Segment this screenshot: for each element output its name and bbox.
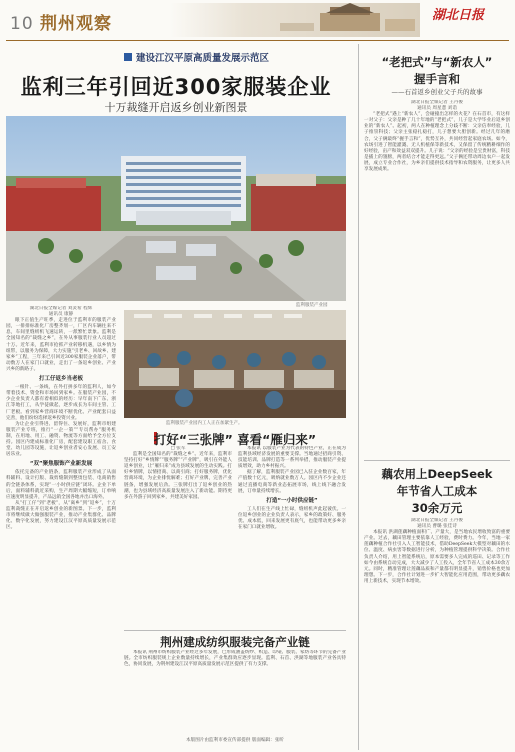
kicker-square-icon <box>124 53 132 61</box>
headline: 监利三年引回近300家服装企业 <box>20 75 332 99</box>
third-article-title: 荆州建成纺织服装完备产业链 <box>160 635 310 649</box>
paragraph: “老把式”遇上“新农人”，会碰撞出怎样的火花？在石首市，有这样一对父子：父亲是种了几十年地的“老把式”，儿子是大学毕业后返乡创业的“新农人”。起初，两人在种植理念上分歧不断：父亲信奉经验，儿子推崇科技；父亲主张稳扎稳打，儿子想要大胆创新。经过几年的磨合，父子俩最终“握手言和”，优势互补，共同经营起家庭农场。如今，农场引进了智能灌溉、无人机植保等新技术，又保留了传统精耕细作的好经验，亩产和效益双双提升。儿子说：“父亲的经验是宝贵财富，科技是插上的翅膀，两者结合才能走得更远。”父子俩还带动周边农户一起发展，成立专业合作社，为乡亲们提供技术指导和农资服务，让更多人共享发展成果。 <box>364 112 510 173</box>
paragraph: 眼下正值生产旺季，走进位于监利市的服装产业园，一排排标准化厂房整齐划一，厂区内车辆往来不息，车间里缝纫机飞速运转，一派繁忙景象。监利是全国知名的“裁缝之乡”，在外从事服装行业人员超过十万。近年来，监利市抢抓产业转移机遇，以乡情为纽带，以服务为保障，大力实施“引老乡、回故乡、建家乡”工程，三年来已引回近300家服装企业落户，带动数万人在家门口就业，走出了一条返乡创业、产业兴乡的新路子。 <box>6 318 116 372</box>
byline-2: 通讯员 康静 <box>48 312 74 318</box>
photo-caption: 监利服装产业园 <box>296 303 328 308</box>
section-heading-1: 打工仔返乡当老板 <box>38 376 83 383</box>
divider <box>124 630 346 631</box>
section-name: 荆州观察 <box>40 14 113 34</box>
deepseek-byline-2: 通讯员 曹璐 张佳诗 <box>417 524 457 530</box>
section-heading-2: 打造“一小时供应链” <box>266 497 318 504</box>
feature-column-1 <box>124 446 232 630</box>
feature-title: 打好“三张牌” 喜看“雁归来” <box>153 432 317 447</box>
newspaper-logo: 湖北日报 <box>432 8 485 23</box>
right-divider <box>364 460 510 461</box>
paragraph: 本报讯 以服装产业为代表的特色产业，正在成为监利县域经济发展的重要支撑。当地通过招商引资、技能培训、品牌打造等一系列举措，推动服装产业提质增效，助力乡村振兴。 <box>238 446 346 470</box>
feature-byline: □ 张军 <box>170 446 186 451</box>
paragraph: 监利是全国知名的“裁缝之乡”。近年来，监利市坚持打好“乡情牌”“服务牌”“产业牌”，吸引在外能人返乡创业，让“雁归来”成为县域发展的生动实践。打好乡情牌，以情招商、以商引商；打好服务牌，优化营商环境，为企业排忧解难；打好产业牌，完善产业链条，增强发展后劲。三张牌打出了返乡创业的热潮，也为县域经济高质量发展注入了新动能。期待更多在外游子回到家乡，共建美好家园。 <box>124 452 232 500</box>
right-story-subtitle: ——石首返乡创业父子兵的故事 <box>391 88 483 96</box>
masthead-photo-band <box>170 3 420 37</box>
right-byline-2: 通讯员 周星薏 刘诣 <box>417 106 457 112</box>
paragraph: 一根针、一条线，在外打拼多年的监利人，如今带着技术、资金和市场回到家乡。在服装产业园，不少企业负责人都有着相似的经历：早年南下广东、浙江等地打工，从学徒做起，逐步成长为车间主管、工厂老板。看到家乡营商环境不断优化、产业配套日益完善，他们纷纷选择返乡投资兴业。 <box>6 385 116 421</box>
right-story-body <box>364 100 510 460</box>
paragraph: 工人们在生产线上忙碌，缝纫机声此起彼伏。一位返乡创业的企业负责人表示，家乡的政策好、服务优、成本低，回来发展更有底气，也能带动更多乡亲在家门口就业增收。 <box>238 506 346 531</box>
right-byline: 湖北日报全媒记者 王丹俊 <box>411 100 463 105</box>
deepseek-title-line-2: 年节省人工成本 <box>396 484 478 498</box>
workshop-photo <box>124 310 346 418</box>
deepseek-byline: 湖北日报全媒记者 王丹俊 <box>411 518 463 523</box>
deepseek-title-line-3: 30余万元 <box>411 501 463 515</box>
page-footer: 本版图片由监利市委宣传部提供 版面编辑：张昕 <box>186 738 284 743</box>
paragraph: 本报讯 荆州市纺织服装产业经过多年发展，已形成涵盖纺纱、织造、印染、服装、家纺等环节的完备产业链。全市纺织服装规上企业数量持续增长，产业集群效应逐步显现。监利、石首、洪湖等地服装产业各具特色，协同发展，为荆州建设江汉平原高质量发展示范区提供了有力支撑。 <box>124 650 346 668</box>
feature-column-2 <box>238 446 346 630</box>
lead-column-1 <box>6 306 116 742</box>
paragraph: 据了解，监利服装产业园已入驻企业数百家，年产值数十亿元，吸纳就业数万人。园区内不少企业还通过直播电商等新业态拓展市场，线上线下融合发展，订单量持续增长。 <box>238 470 346 494</box>
kicker-bar <box>6 50 346 64</box>
lead-article <box>6 44 352 749</box>
byline: 湖北日报全媒记者 刘灵希 程辉 <box>29 306 93 311</box>
kicker: 建设江汉平原高质量发展示范区 <box>136 53 270 64</box>
masthead <box>0 0 515 40</box>
right-story-title-line-2: 握手言和 <box>414 72 460 86</box>
subheadline: 十万裁缝开启返乡创业新图景 <box>104 101 248 114</box>
paragraph: 依托完备的产业链条，监利服装产业形成了从面料辅料、设计打版、裁剪缝制到整烫包装、电商销售的全链条体系，实现“一小时供应链”闭环。企业下单后，面料辅料就近采购，生产周期大幅缩短，订单响应速度明显提升，产品远销全国各地并出口海外。 <box>6 470 116 500</box>
page-number: 10 荆州观察 <box>10 14 113 34</box>
industrial-park-photo <box>6 116 346 301</box>
paragraph: 本报讯 洪湖莲藕种植面积广、产量大，是当地农民增收致富的重要产业。过去，藕田管理主要依靠人工经验，费时费力。今年，当地一家莲藕种植合作社引入人工智能技术，借助DeepSeek大模型对藕田的水位、温度、病虫害等数据进行分析，为种植管理提供科学决策。合作社负责人介绍，用上智能系统后，原本需要多人完成的巡田、记录等工作如今由系统自动完成，大大减少了人工投入，全年节省人工成本30余万元。同时，精准管理让莲藕品质和产量都有明显提升，销售价格也更加理想。下一步，合作社计划进一步扩大智能化应用范围，带动更多藕农用上新技术，实现节本增效。 <box>364 530 510 584</box>
column-divider <box>358 44 359 750</box>
deepseek-title-line-1: 藕农用上DeepSeek <box>381 467 493 481</box>
top-rule <box>6 40 509 41</box>
paragraph: 为让企业引得进、留得住、发展好，监利市组建服装产业专班，推行“一企一策”“专员帮办”服务机制，在用地、用工、融资、物流等方面给予全方位支持。园区内建成标准化厂房，配套建设职工宿舍、食堂、幼儿园等设施，让返乡创业者安心发展、员工安居乐业。 <box>6 421 116 458</box>
paragraph: 从“打工仔”到“老板”，从“离乡”到“返乡”，十万监利裁缝正在开启返乡创业的新图景。下一步，监利市将继续做大做强服装产业，推动产业集群化、品牌化、数字化发展，努力建设江汉平原高质量发展示范区。 <box>6 500 116 531</box>
deepseek-body <box>364 518 510 746</box>
third-article-body <box>124 650 346 734</box>
right-story-title-line-1: “老把式”与“新农人” <box>381 55 493 69</box>
right-column <box>364 44 510 749</box>
section-heading-3: “双”聚焦服饰产业新发展 <box>29 461 93 468</box>
photo-2-caption: 监利服装产业园内工人正在加紧生产。 <box>166 421 243 426</box>
